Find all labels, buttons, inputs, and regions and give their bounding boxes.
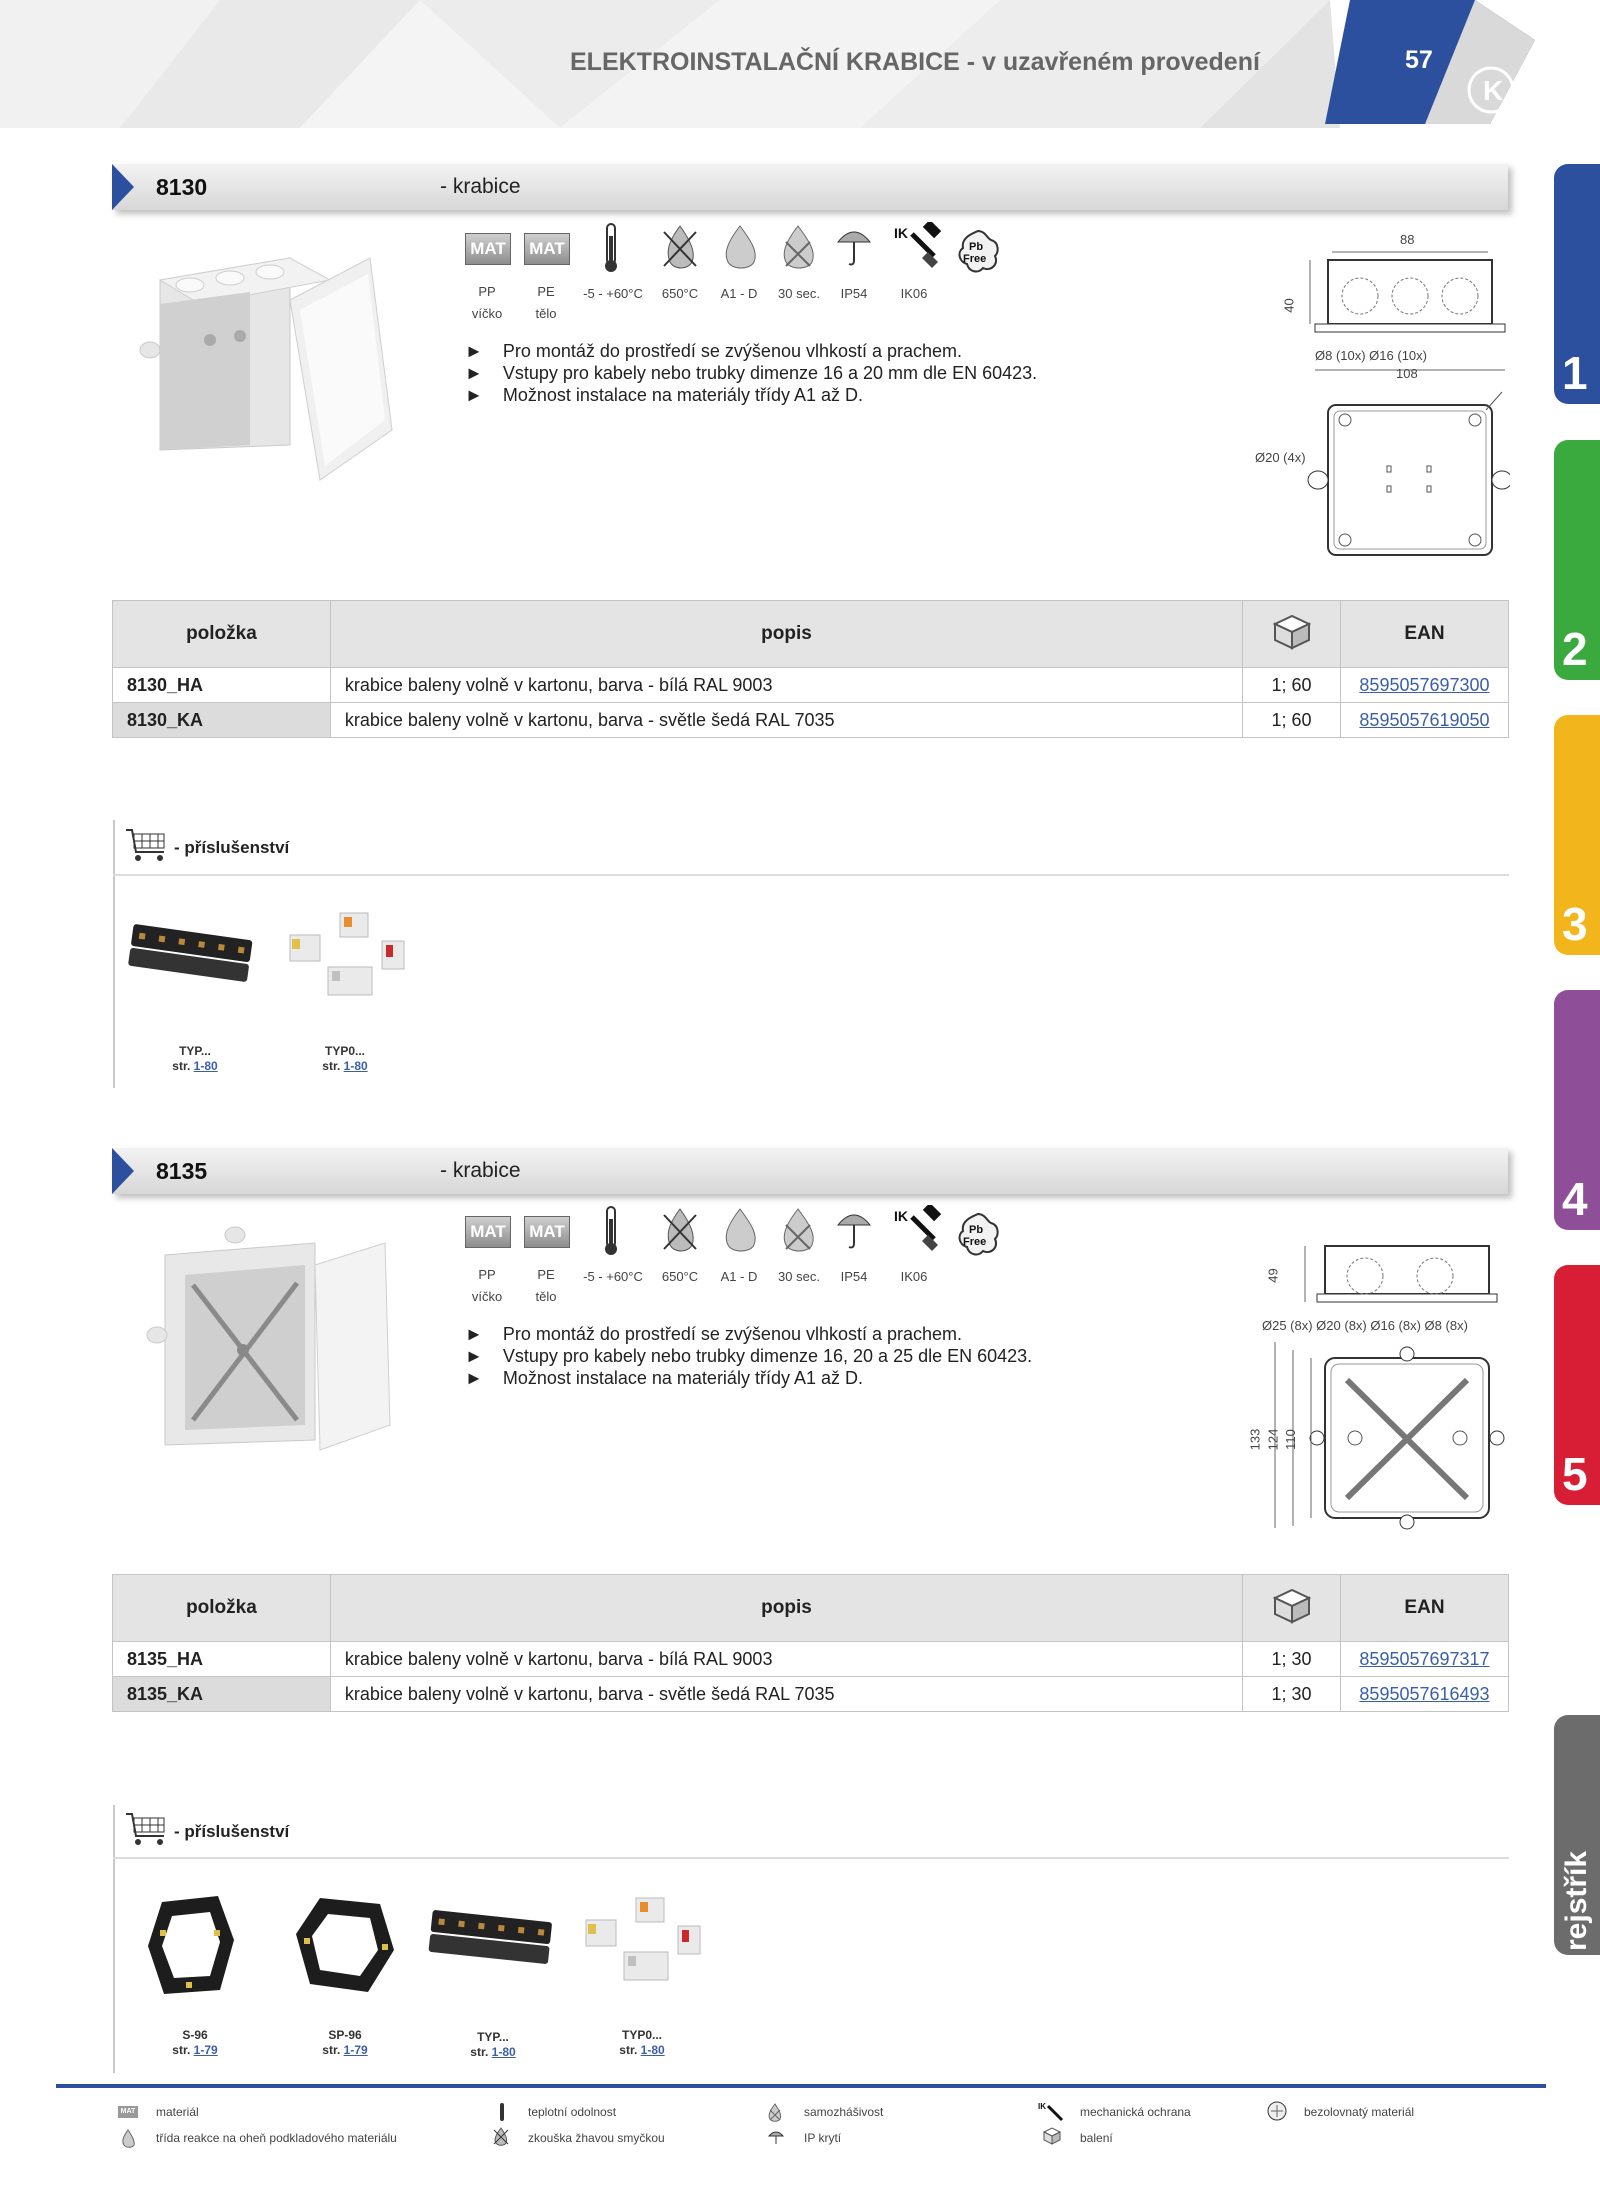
material-icon: MAT (524, 1216, 570, 1248)
bullet-item: ► Vstupy pro kabely nebo trubky dimenze 16 a 20 mm dle EN 60423. (465, 363, 1038, 383)
column-header-package (1243, 601, 1341, 668)
ean-link[interactable]: 8595057616493 (1340, 1677, 1508, 1712)
column-header-ean: EAN (1340, 1575, 1508, 1642)
lead-free-icon (1266, 2100, 1288, 2122)
column-header-ean: EAN (1340, 601, 1508, 668)
footer-divider (56, 2084, 1546, 2088)
accessory-page-link[interactable]: 1-80 (491, 2045, 516, 2059)
bullet-item: ► Pro montáž do prostředí se zvýšenou vlhkostí a prachem. (465, 1324, 963, 1344)
svg-text:K: K (1483, 75, 1504, 106)
thermometer-icon (498, 2102, 506, 2122)
svg-text:IK: IK (1038, 2102, 1046, 2111)
table-row: 8130_KA krabice baleny volně v kartonu, barva - světle šedá RAL 7035 1; 60 8595057619050 (113, 703, 1509, 738)
wago-connectors-image (282, 905, 412, 1005)
thermometer-icon (602, 1205, 620, 1257)
accessories-divider (113, 874, 1509, 876)
tab-chapter-4[interactable]: 4 (1554, 990, 1600, 1230)
self-extinguishing-icon (776, 222, 820, 272)
lead-free-icon (955, 228, 1001, 274)
product-code: 8130 (156, 174, 208, 200)
accessory-page-link[interactable]: 1-80 (193, 1059, 218, 1073)
accessory-caption: TYP0... str. 1-80 (322, 1044, 368, 1073)
column-header-description: popis (330, 1575, 1242, 1642)
bullet-item: ► Možnost instalace na materiály třídy A1 až D. (465, 1368, 863, 1388)
tab-chapter-3[interactable]: 3 (1554, 715, 1600, 955)
accessories-divider (113, 1857, 1509, 1859)
ip-protection-icon (768, 2128, 784, 2146)
column-header-package (1243, 1575, 1341, 1642)
mechanical-protection-icon (894, 1205, 942, 1253)
product-image-8130 (130, 240, 400, 490)
section-bar-8135 (112, 1148, 1508, 1194)
fire-class-icon (718, 1205, 762, 1255)
glow-wire-icon (660, 222, 700, 272)
tab-chapter-1[interactable]: 1 (1554, 164, 1600, 404)
terminal-strip-image (425, 1900, 555, 1980)
column-header-description: popis (330, 601, 1242, 668)
accessory-caption: TYP... str. 1-80 (172, 1044, 218, 1073)
bullet-item: ► Vstupy pro kabely nebo trubky dimenze 16, 20 a 25 dle EN 60423. (465, 1346, 1033, 1366)
svg-text:Pb: Pb (969, 241, 984, 253)
accessories-divider (113, 1805, 115, 2073)
ip-protection-icon (836, 1205, 872, 1251)
table-row: 8130_HA krabice baleny volně v kartonu, barva - bílá RAL 9003 1; 60 8595057697300 (113, 668, 1509, 703)
mechanical-protection-icon (1038, 2100, 1066, 2122)
product-name: - krabice (440, 175, 521, 198)
accessories-title: - příslušenství (174, 838, 290, 857)
package-box-icon (1269, 612, 1315, 650)
accessory-caption: TYP0... str. 1-80 (619, 2028, 665, 2057)
svg-text:Free: Free (963, 1236, 987, 1248)
accessory-page-link[interactable]: 1-79 (193, 2043, 218, 2057)
ean-link[interactable]: 8595057697317 (1340, 1642, 1508, 1677)
tab-chapter-2[interactable]: 2 (1554, 440, 1600, 680)
svg-text:IK: IK (894, 1208, 908, 1224)
material-icon: MAT (465, 1216, 511, 1248)
wago-connectors-image (578, 1890, 708, 1990)
accessory-page-link[interactable]: 1-80 (343, 1059, 368, 1073)
section-marker-icon (112, 1148, 134, 1194)
page-number: 57 (1405, 46, 1433, 74)
accessory-page-link[interactable]: 1-80 (640, 2043, 665, 2057)
accessory-caption: S-96 str. 1-79 (172, 2028, 218, 2057)
ean-link[interactable]: 8595057697300 (1340, 668, 1508, 703)
terminal-strip-image (125, 920, 260, 990)
shopping-cart-icon (124, 826, 168, 864)
material-icon: MAT (118, 2106, 138, 2118)
svg-text:Free: Free (963, 253, 987, 265)
accessories-title: - příslušenství (174, 1822, 290, 1841)
table-row: 8135_HA krabice baleny volně v kartonu, barva - bílá RAL 9003 1; 30 8595057697317 (113, 1642, 1509, 1677)
table-row: 8135_KA krabice baleny volně v kartonu, barva - světle šedá RAL 7035 1; 30 8595057616493 (113, 1677, 1509, 1712)
tab-chapter-5[interactable]: 5 (1554, 1265, 1600, 1505)
bullet-item: ► Možnost instalace na materiály třídy A1 až D. (465, 385, 863, 405)
product-image-8135 (145, 1225, 400, 1475)
svg-text:Pb: Pb (969, 1224, 984, 1236)
bullet-item: ► Pro montáž do prostředí se zvýšenou vlhkostí a prachem. (465, 341, 963, 361)
accessories-divider (113, 820, 115, 1088)
product-name: - krabice (440, 1159, 521, 1182)
frame-sp96-image (290, 1888, 400, 1998)
mechanical-protection-icon (894, 222, 942, 270)
frame-s96-image (140, 1890, 240, 2000)
page-title: ELEKTROINSTALAČNÍ KRABICE - v uzavřeném provedení (570, 48, 1260, 76)
package-box-icon (1042, 2126, 1062, 2146)
technical-drawing-8135 (1255, 1230, 1510, 1540)
accessory-page-link[interactable]: 1-79 (343, 2043, 368, 2057)
fire-class-icon (120, 2128, 136, 2148)
lead-free-icon (955, 1211, 1001, 1257)
glow-wire-icon (660, 1205, 700, 1255)
shopping-cart-icon (124, 1810, 168, 1848)
technical-drawing-8130 (1270, 240, 1510, 570)
ip-protection-icon (836, 222, 872, 268)
column-header-item: položka (113, 601, 331, 668)
thermometer-icon (602, 222, 620, 274)
accessory-caption: TYP... str. 1-80 (470, 2030, 516, 2059)
column-header-item: položka (113, 1575, 331, 1642)
self-extinguishing-icon (776, 1205, 820, 1255)
product-table-8135 (112, 1574, 1509, 1712)
package-box-icon (1269, 1586, 1315, 1624)
product-code: 8135 (156, 1158, 208, 1184)
accessory-caption: SP-96 str. 1-79 (322, 2028, 368, 2057)
product-table-8130 (112, 600, 1509, 738)
svg-text:IK: IK (894, 225, 908, 241)
tab-index[interactable]: rejstřík (1554, 1715, 1600, 1955)
ean-link[interactable]: 8595057619050 (1340, 703, 1508, 738)
self-extinguishing-icon (766, 2102, 784, 2122)
section-marker-icon (112, 164, 134, 210)
fire-class-icon (718, 222, 762, 272)
material-icon: MAT (524, 233, 570, 265)
material-icon: MAT (465, 233, 511, 265)
glow-wire-icon (492, 2126, 510, 2146)
section-bar-8130 (112, 164, 1508, 210)
